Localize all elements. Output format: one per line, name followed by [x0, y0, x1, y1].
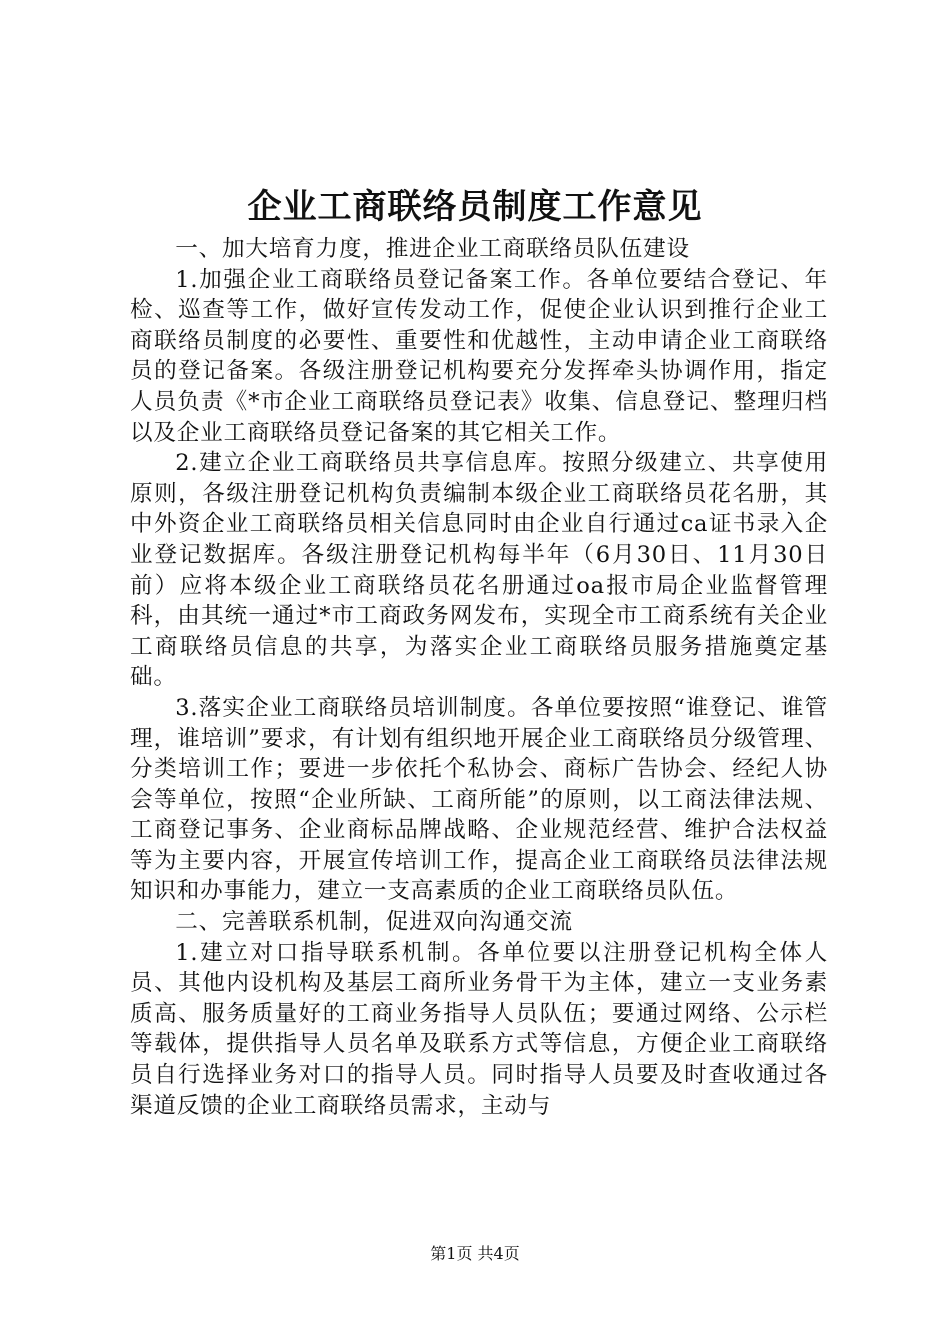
paragraph: 2.建立企业工商联络员共享信息库。按照分级建立、共享使用原则，各级注册登记机构负责编制本级企业工商联络员花名册，其中外资企业工商联络员相关信息同时由企业自行通过ca证书录入企业登记数据库。各级注册登记机构每半年（6月30日、11月30日前）应将本级企业工商联络员花名册通过oa报市局企业监督管理科，由其统一通过*市工商政务网发布，实现全市工商系统有关企业工商联络员信息的共享，为落实企业工商联络员服务措施奠定基础。: [130, 450, 828, 691]
paragraph: 1.建立对口指导联系机制。各单位要以注册登记机构全体人员、其他内设机构及基层工商所业务骨干为主体，建立一支业务素质高、服务质量好的工商业务指导人员队伍；要通过网络、公示栏等载体，提供指导人员名单及联系方式等信息，方便企业工商联络员自行选择业务对口的指导人员。同时指导人员要及时查收通过各渠道反馈的企业工商联络员需求，主动与: [130, 939, 828, 1119]
section-heading: 一、加大培育力度，推进企业工商联络员队伍建设: [175, 236, 690, 262]
section-heading: 二、完善联系机制，促进双向沟通交流: [175, 909, 573, 936]
paragraph: 1.加强企业工商联络员登记备案工作。各单位要结合登记、年检、巡查等工作，做好宣传发动工作，促使企业认识到推行企业工商联络员制度的必要性、重要性和优越性，主动申请企业工商联络员的登记备案。各级注册登记机构要充分发挥牵头协调作用，指定人员负责《*市企业工商联络员登记表》收集、信息登记、整理归档以及企业工商联络员登记备案的其它相关工作。: [130, 266, 828, 446]
page-number: 第1页 共4页: [430, 1244, 520, 1263]
document-title: 企业工商联络员制度工作意见: [247, 187, 703, 227]
document-body: [130, 234, 828, 1121]
paragraph: 3.落实企业工商联络员培训制度。各单位要按照“谁登记、谁管理，谁培训”要求，有计划有组织地开展企业工商联络员分级管理、分类培训工作；要进一步依托个私协会、商标广告协会、经纪人协会等单位，按照“企业所缺、工商所能”的原则，以工商法律法规、工商登记事务、企业商标品牌战略、企业规范经营、维护合法权益等为主要内容，开展宣传培训工作，提高企业工商联络员法律法规知识和办事能力，建立一支高素质的企业工商联络员队伍。: [130, 694, 828, 905]
